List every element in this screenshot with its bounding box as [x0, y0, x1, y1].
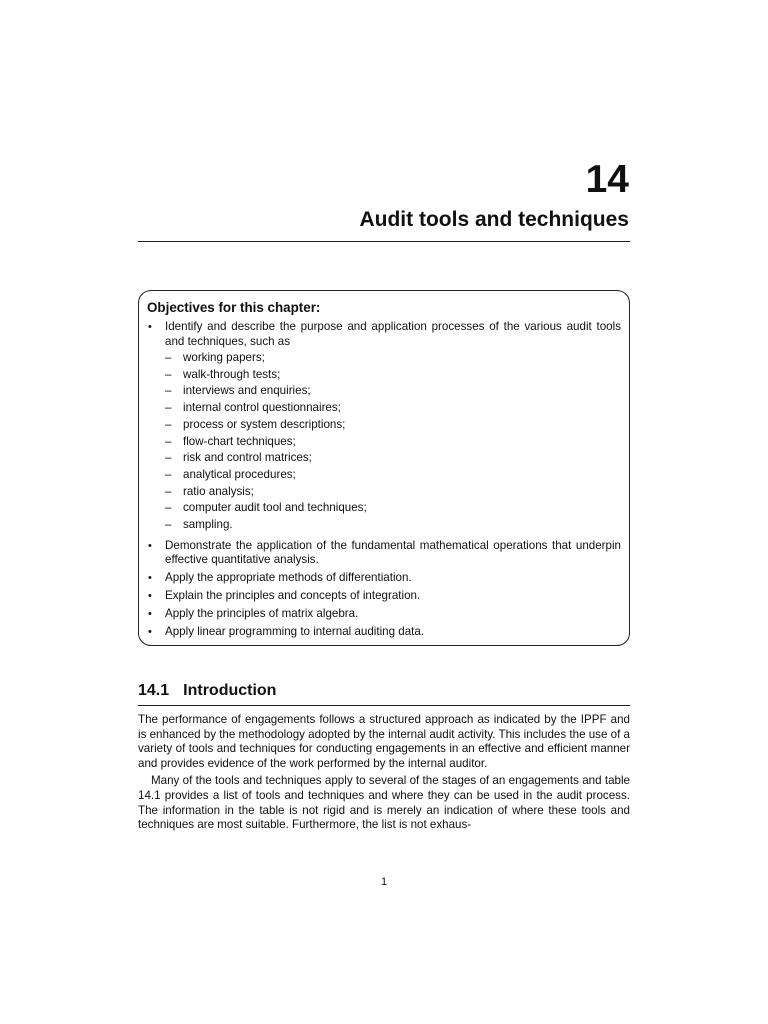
objective-text: Apply the principles of matrix algebra.	[165, 607, 359, 621]
dash-icon: –	[165, 467, 172, 481]
bullet-icon: •	[148, 321, 152, 333]
dash-icon: –	[165, 384, 172, 398]
sub-item-text: flow-chart techniques;	[183, 434, 296, 448]
paragraph: The performance of engagements follows a structured approach as indicated by the IPPF and is enhanced by the methodology adopted by the internal audit activity. This includes the use of a variety of tools and techniques for conducting engagements in an effective and efficient manner and provides evidence of the work performed by the internal auditor.	[138, 713, 630, 770]
sub-item	[165, 434, 621, 451]
sub-item	[165, 383, 621, 400]
sub-item	[165, 467, 621, 484]
paragraph: Many of the tools and techniques apply to several of the stages of an engagements and table 14.1 provides a list of tools and techniques and where they can be used in the audit process. The information in the table is not rigid and is merely an indication of where these tools and techniques are most suitable. Furthermore, the list is not exhaus-	[138, 774, 630, 832]
sub-item-text: interviews and enquiries;	[183, 384, 311, 398]
bullet-icon: •	[148, 539, 152, 552]
page-number: 1	[380, 876, 388, 888]
dash-icon: –	[165, 367, 172, 381]
dash-icon: –	[165, 501, 172, 515]
sub-item-text: ratio analysis;	[183, 484, 254, 498]
sub-item	[165, 350, 621, 367]
objective-item	[147, 625, 621, 640]
sub-item-text: computer audit tool and techniques;	[183, 501, 367, 515]
objective-text: Apply linear programming to internal auditing data.	[165, 625, 425, 639]
bullet-icon: •	[148, 590, 152, 603]
objective-text: Identify and describe the purpose and application processes of the various audit tools and techniques, such as	[165, 320, 621, 348]
objectives-list	[147, 320, 621, 640]
section-heading	[138, 681, 276, 701]
sub-item	[165, 417, 621, 434]
section-body	[138, 713, 630, 833]
dash-icon: –	[165, 518, 172, 532]
sub-item-text: sampling.	[183, 518, 233, 532]
objective-text: Demonstrate the application of the fundamental mathematical operations that underpin effective quantitative analysis.	[165, 538, 621, 567]
dash-icon: –	[165, 451, 172, 465]
objective-text: Explain the principles and concepts of integration.	[165, 589, 421, 603]
section-title: Introduction	[183, 682, 277, 699]
objectives-box	[138, 290, 630, 646]
sub-item-text: working papers;	[183, 351, 265, 364]
sub-item-text: analytical procedures;	[183, 467, 296, 481]
sub-item	[165, 500, 621, 517]
objective-item	[147, 320, 621, 534]
sub-item-text: walk-through tests;	[183, 367, 281, 381]
section-divider	[138, 705, 630, 706]
objective-item	[147, 589, 621, 604]
sub-item-text: process or system descriptions;	[183, 417, 346, 431]
dash-icon: –	[165, 401, 172, 415]
chapter-number: 14	[585, 158, 629, 201]
dash-icon: –	[165, 434, 172, 448]
dash-icon: –	[165, 351, 172, 364]
objective-item	[147, 607, 621, 622]
sub-item	[165, 450, 621, 467]
dash-icon: –	[165, 417, 172, 431]
sub-item	[165, 517, 621, 534]
chapter-title: Audit tools and techniques	[359, 208, 629, 231]
bullet-icon: •	[148, 608, 152, 621]
section-number: 14.1	[138, 682, 170, 699]
objective-text: Apply the appropriate methods of differentiation.	[165, 571, 412, 585]
sub-item-text: internal control questionnaires;	[183, 401, 341, 415]
tools-sublist	[165, 350, 621, 534]
sub-item	[165, 367, 621, 384]
objectives-heading: Objectives for this chapter:	[147, 300, 321, 315]
sub-item-text: risk and control matrices;	[183, 451, 312, 465]
sub-item	[165, 400, 621, 417]
bullet-icon: •	[148, 626, 152, 639]
bullet-icon: •	[148, 572, 152, 585]
title-divider	[138, 241, 630, 242]
dash-icon: –	[165, 484, 172, 498]
objective-item	[147, 539, 621, 568]
objective-item	[147, 571, 621, 586]
sub-item	[165, 484, 621, 501]
